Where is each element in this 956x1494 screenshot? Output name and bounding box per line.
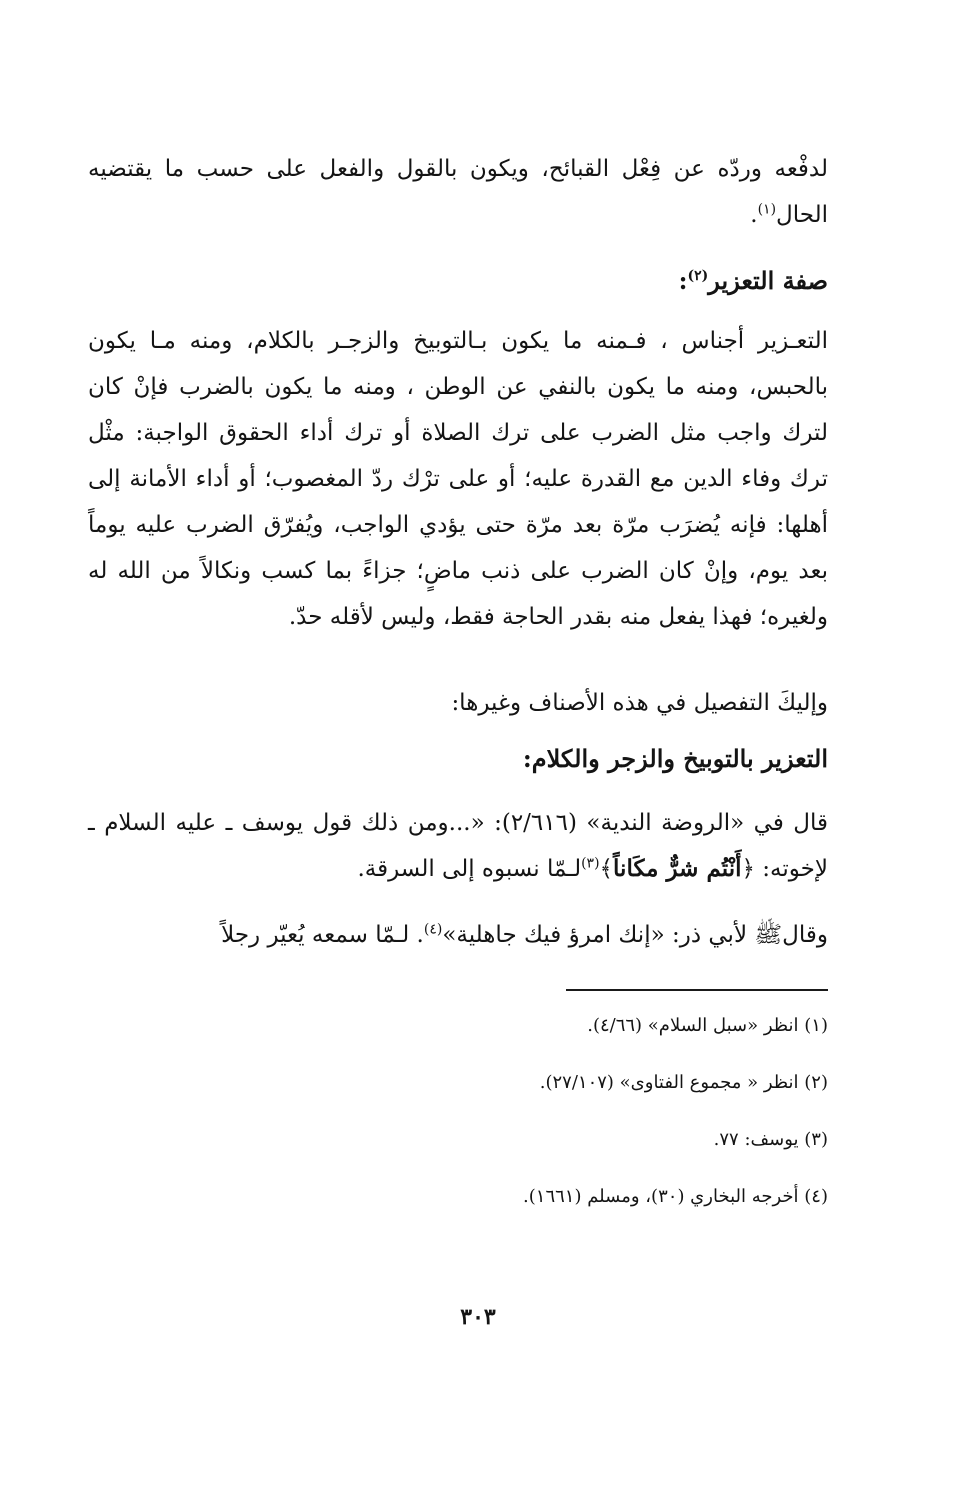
heading-tazir-description (679, 258, 828, 304)
footnote-divider (566, 989, 828, 991)
page-number: ٣٠٣ (460, 1304, 496, 1330)
footnote-2: (٢) انظر « مجموع الفتاوى» (٢٧/١٠٧). (539, 1072, 828, 1093)
quran-verse: أَنْتُم شرٌّ مكَاناً (613, 855, 742, 882)
paragraph-rawda-quote-end: لـمّا نسبوه إلى السرقة. (357, 856, 582, 882)
footnote-4: (٤) أخرجه البخاري (٣٠)، ومسلم (١٦٦١). (523, 1186, 828, 1207)
footnotes-list (128, 1004, 828, 1232)
heading-tazir-description-colon: : (678, 266, 688, 295)
quran-bracket-close: ﴾ (599, 856, 614, 882)
footnote-1: (١) انظر «سبل السلام» (٤/٦٦). (587, 1015, 828, 1036)
footnote-ref-1: (١) (757, 201, 777, 218)
footnote-ref-3: (٣) (581, 855, 600, 872)
footnote-3: (٣) يوسف: ٧٧. (713, 1129, 828, 1150)
paragraph-rawda-quote (88, 800, 828, 892)
paragraph-details-intro: وإليكَ التفصيل في هذه الأصناف وغيرها: (451, 690, 828, 716)
footnote-ref-4: (٤) (423, 921, 443, 938)
heading-tazir-rebuke: التعزير بالتوبيخ والزجر والكلام: (522, 744, 828, 773)
paragraph-abu-dhar (88, 912, 828, 958)
paragraph-intro (88, 146, 828, 238)
paragraph-intro-text: لدفْعه وردّه عن فِعْل القبائح، ويكون بالقول والفعل على حسب ما يقتضيه الحال (88, 156, 828, 228)
paragraph-intro-end: . (750, 202, 758, 228)
footnote-ref-2: (٢) (687, 268, 709, 284)
heading-tazir-description-text: صفة التعزير (708, 266, 828, 295)
paragraph-tazir-types: التعـزير أجناس ، فـمنه ما يكون بـالتوبيخ والزجـر بالكلام، ومنه مـا يكون بالحبس، ومنه ما يكون بالنفي عن الوطن ، ومنه ما يكون بالضرب فإنْ كان لترك واجب مثل الضرب على ترك الصلاة أو ترك أداء الحقوق الواجبة: مثْل ترك وفاء الدين مع القدرة عليه؛ أو على ترْك ردّ المغصوب؛ أو أداء الأمانة إلى أهلها: فإنه يُضرَب مرّة بعد مرّة حتى يؤدي الواجب، ويُفرّق الضرب عليه يوماً بعد يوم، وإنْ كان الضرب على ذنب ماضٍ؛ جزاءً بما كسب ونكالاً من الله له ولغيره؛ فهذا يفعل منه بقدر الحاجة فقط، وليس لأقله حدّ. (88, 328, 828, 630)
paragraph-rawda-quote-start: قال في «الروضة الندية» (٢/٦١٦): «...ومن ذلك قول يوسف ـ عليه السلام ـ لإخوته: ﴿ (88, 810, 828, 882)
paragraph-abu-dhar-start: وقالﷺ لأبي ذر: «إنك امرؤ فيك جاهلية» (442, 922, 828, 948)
paragraph-abu-dhar-end: . لـمّا سمعه يُعيّر رجلاً (221, 922, 424, 948)
